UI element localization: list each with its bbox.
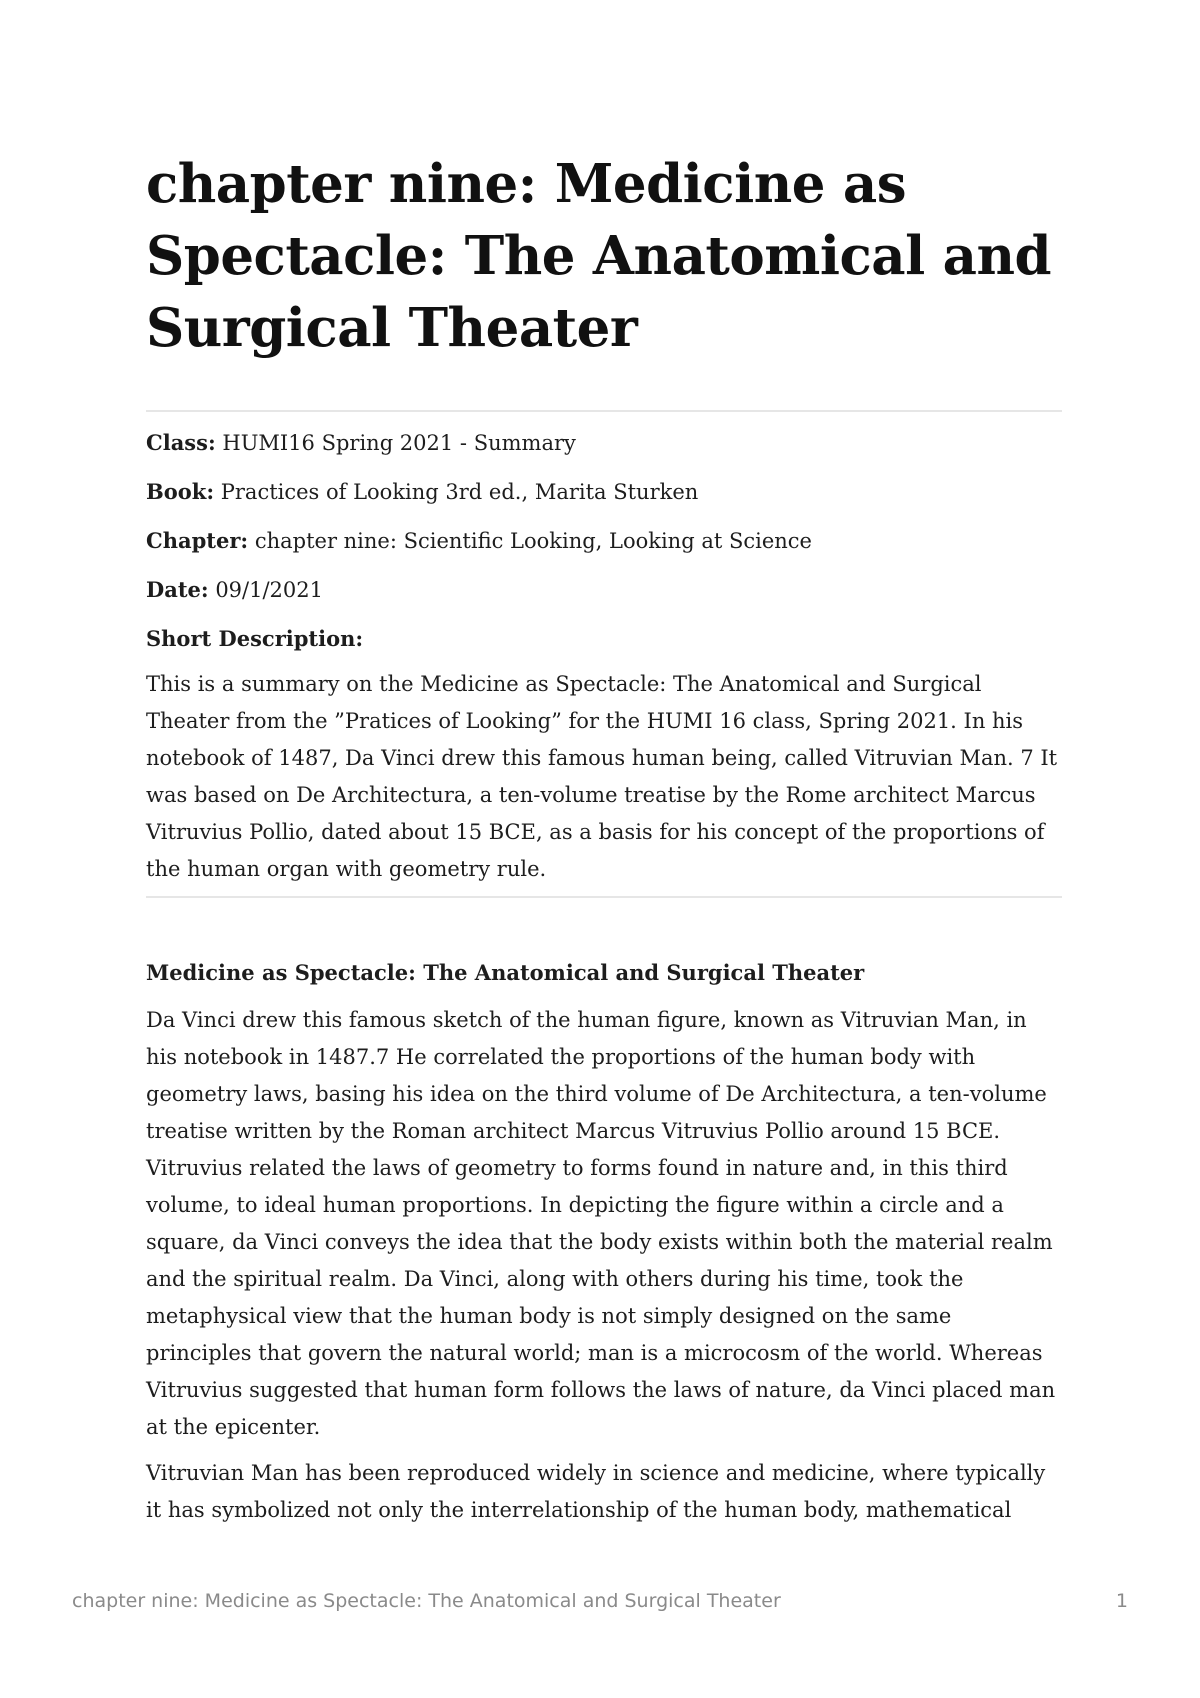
short-description-label: Short Description: [146,626,364,651]
property-date [146,575,1062,605]
document-body [146,148,1062,1538]
divider [146,896,1062,898]
short-description-text: This is a summary on the Medicine as Spectacle: The Anatomical and Surgical Theater from the ”Pratices of Looking” for the HUMI 16 class, Spring 2021. In his notebook of 1487, Da Vinci drew this famous human being, called Vitruvian Man. 7 It was based on De Architectura, a ten-volume treatise by the Rome architect Marcus Vitruvius Pollio, dated about 15 BCE, as a basis for his concept of the proportions of the human organ with geometry rule. [146,672,1058,881]
property-value: HUMI16 Spring 2021 - Summary [215,431,576,455]
property-value: 09/1/2021 [208,578,323,602]
page-title: chapter nine: Medicine as Spectacle: The Anatomical and Surgical Theater [146,153,1052,359]
property-key: Class: [146,430,216,455]
property-book [146,477,1062,507]
property-key: Chapter: [146,528,249,553]
property-class [146,428,1062,458]
section-heading: Medicine as Spectacle: The Anatomical and Surgical Theater [146,960,865,985]
divider [146,410,1062,412]
body-paragraph: Vitruvian Man has been reproduced widely in science and medicine, where typically it has symbolized not only the interrelationship of the human body, mathematical [146,1461,1046,1522]
property-value: Practices of Looking 3rd ed., Marita Sturken [214,480,699,504]
body-paragraph: Da Vinci drew this famous sketch of the human figure, known as Vitruvian Man, in his notebook in 1487.7 He correlated the proportions of the human body with geometry laws, basing his idea on the third volume of De Architectura, a ten-volume treatise written by the Roman architect Marcus Vitruvius Pollio around 15 BCE. Vitruvius related the laws of geometry to forms found in nature and, in this third volume, to ideal human proportions. In depicting the figure within a circle and a square, da Vinci conveys the idea that the body exists within both the material realm and the spiritual realm. Da Vinci, along with others during his time, took the metaphysical view that the human body is not simply designed on the same principles that govern the natural world; man is a microcosm of the world. Whereas Vitruvius suggested that human form follows the laws of nature, da Vinci placed man at the epicenter. [146,1008,1056,1439]
property-chapter [146,526,1062,556]
property-key: Book: [146,479,215,504]
document-properties [146,428,1062,888]
page-footer [72,1590,1128,1620]
property-key: Date: [146,577,209,602]
page-number: 1 [1115,1590,1128,1612]
footer-title: chapter nine: Medicine as Spectacle: The Anatomical and Surgical Theater [72,1590,781,1612]
property-value: chapter nine: Scientific Looking, Looking at Science [248,529,812,553]
